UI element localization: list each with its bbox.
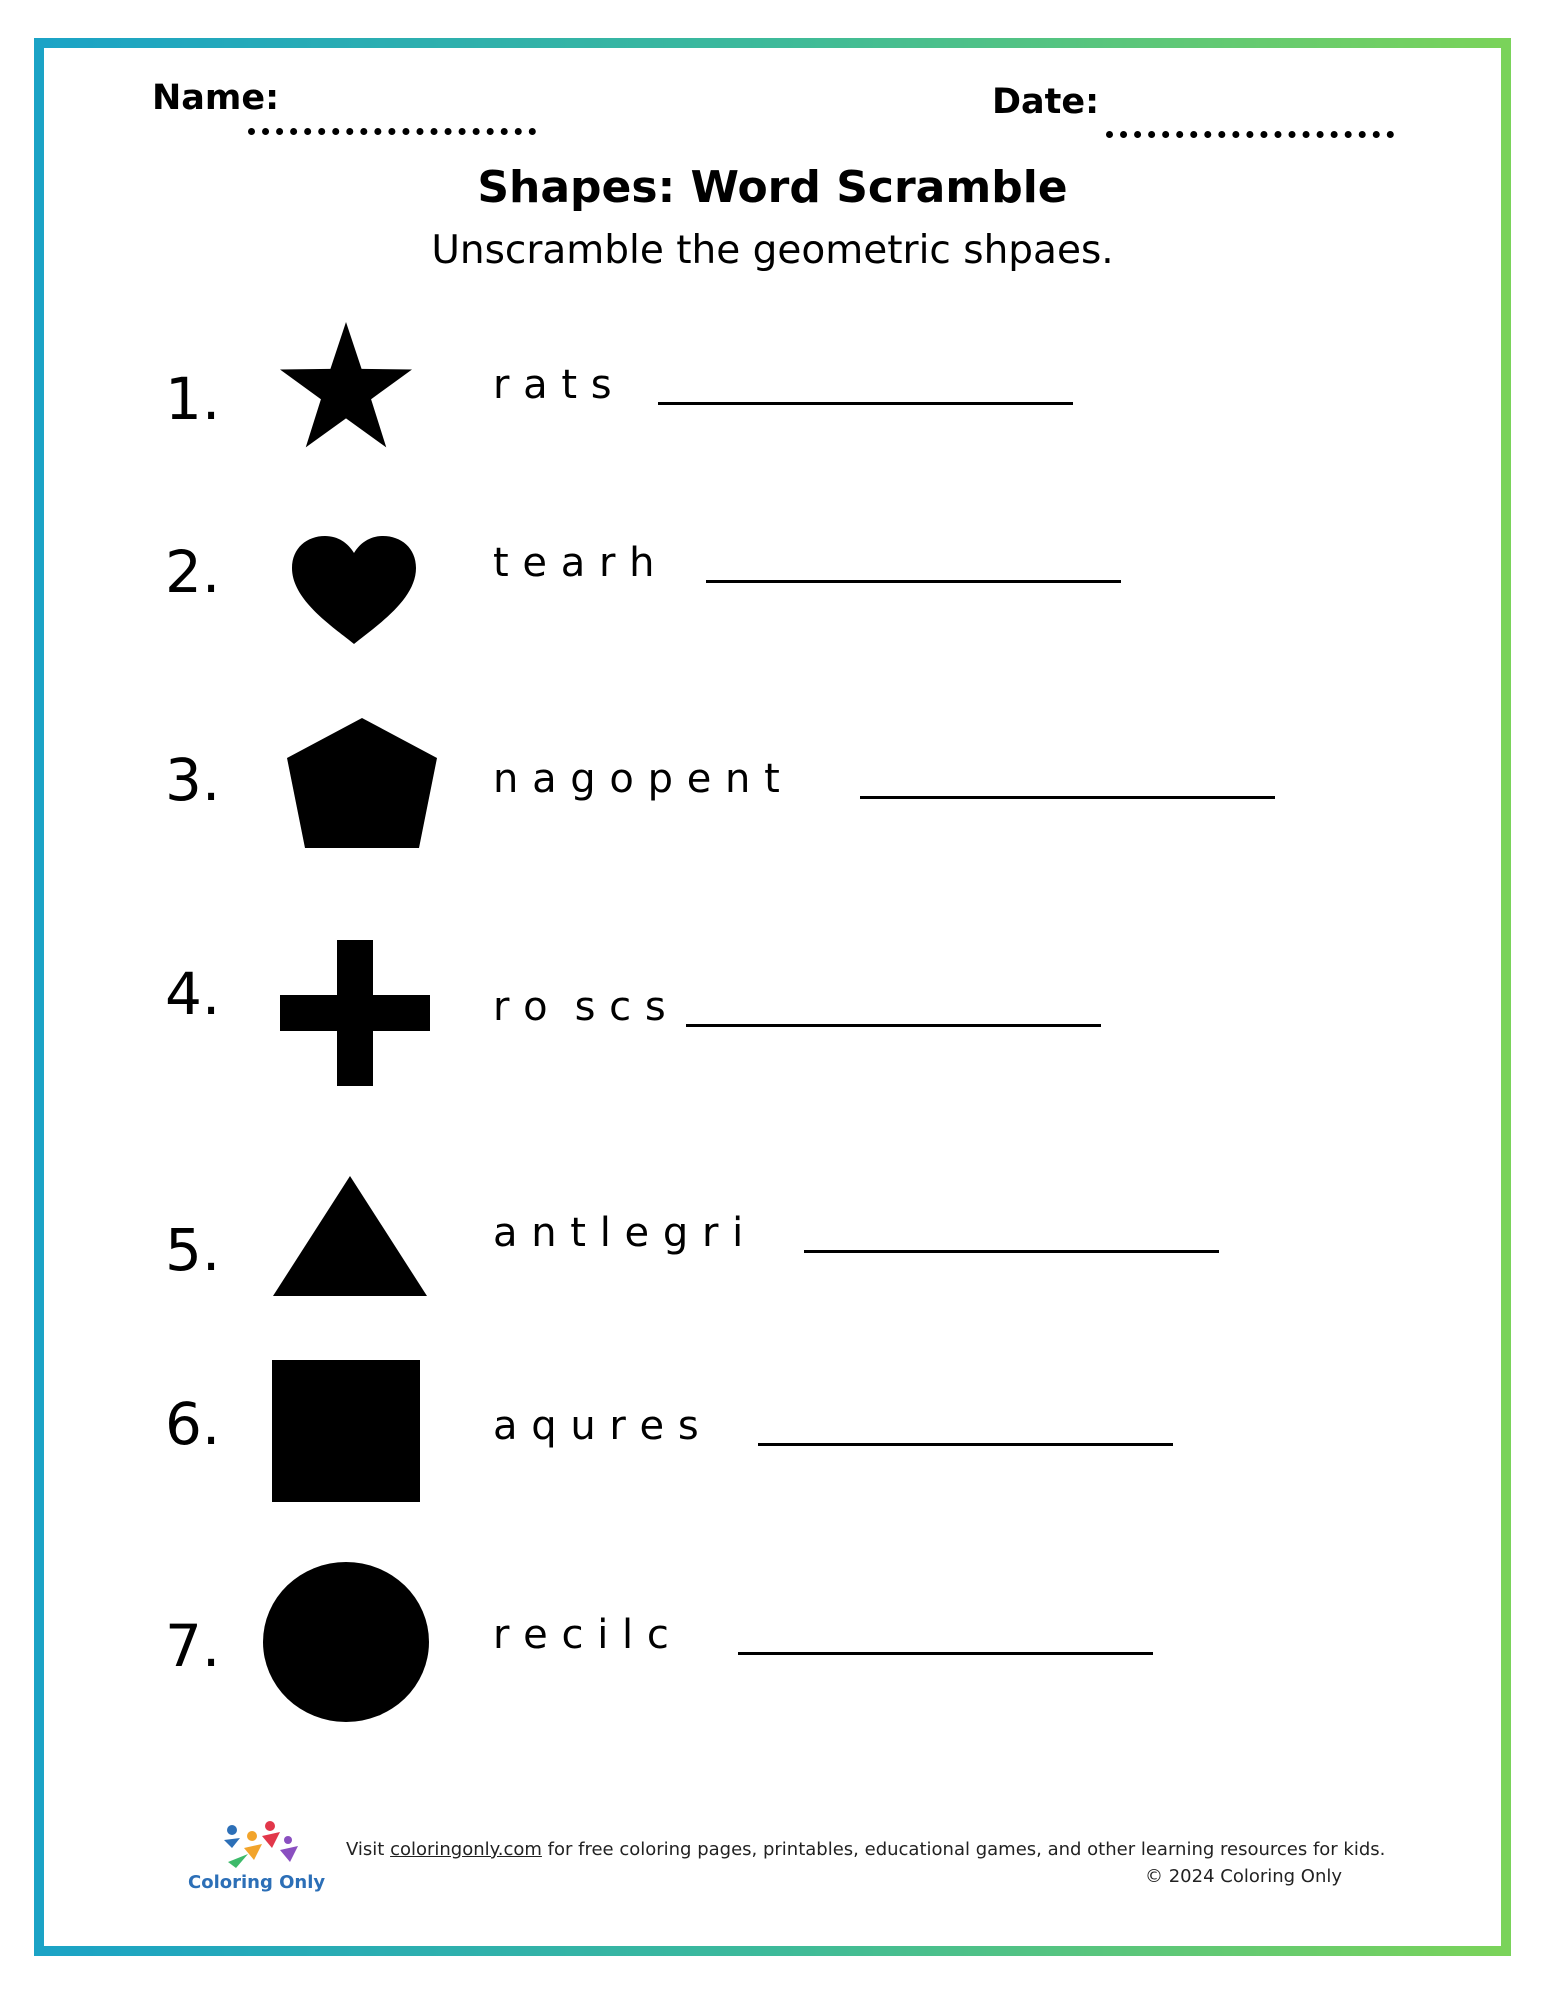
answer-line[interactable]: [860, 796, 1275, 799]
logo-text: Coloring Only: [188, 1872, 326, 1893]
item-number: 6.: [165, 1390, 221, 1458]
answer-line[interactable]: [706, 580, 1121, 583]
scrambled-word: r a t s: [493, 362, 613, 408]
item-number: 2.: [165, 538, 221, 606]
name-field[interactable]: [248, 128, 536, 135]
date-label: Date:: [992, 82, 1100, 122]
square-icon: [272, 1360, 420, 1502]
date-field[interactable]: [1106, 131, 1394, 138]
circle-icon: [263, 1562, 429, 1722]
worksheet-border: [34, 38, 1511, 1956]
answer-line[interactable]: [804, 1250, 1219, 1253]
coloring-only-logo: [218, 1818, 302, 1870]
coloringonly-link[interactable]: coloringonly.com: [390, 1839, 542, 1860]
answer-line[interactable]: [758, 1443, 1173, 1446]
footer-visit-prefix: Visit: [346, 1839, 391, 1860]
heart-icon: [292, 536, 416, 644]
scrambled-word: a q u r e s: [493, 1403, 700, 1449]
item-number: 5.: [165, 1216, 221, 1284]
scrambled-word: r e c i l c: [493, 1612, 670, 1658]
page-title: Shapes: Word Scramble: [477, 162, 1068, 213]
scrambled-word: n a g o p e n t: [493, 756, 781, 802]
answer-line[interactable]: [686, 1024, 1101, 1027]
answer-line[interactable]: [658, 402, 1073, 405]
item-number: 7.: [165, 1612, 221, 1680]
scrambled-word: r o s c s: [493, 984, 667, 1030]
answer-line[interactable]: [738, 1652, 1153, 1655]
name-label: Name:: [152, 78, 280, 118]
instructions: Unscramble the geometric shpaes.: [431, 228, 1114, 273]
footer-visit-text: [346, 1839, 1385, 1860]
footer-visit-suffix: for free coloring pages, printables, educational games, and other learning resources for kids.: [541, 1839, 1386, 1860]
pentagon-icon: [287, 718, 437, 848]
item-number: 4.: [165, 960, 221, 1028]
scrambled-word: a n t l e g r i: [493, 1210, 744, 1256]
cross-icon: [280, 940, 430, 1086]
triangle-icon: [273, 1176, 427, 1296]
star-icon: [272, 322, 420, 454]
scrambled-word: t e a r h: [493, 540, 655, 586]
item-number: 3.: [165, 746, 221, 814]
item-number: 1.: [165, 365, 221, 433]
copyright: © 2024 Coloring Only: [1145, 1866, 1343, 1887]
